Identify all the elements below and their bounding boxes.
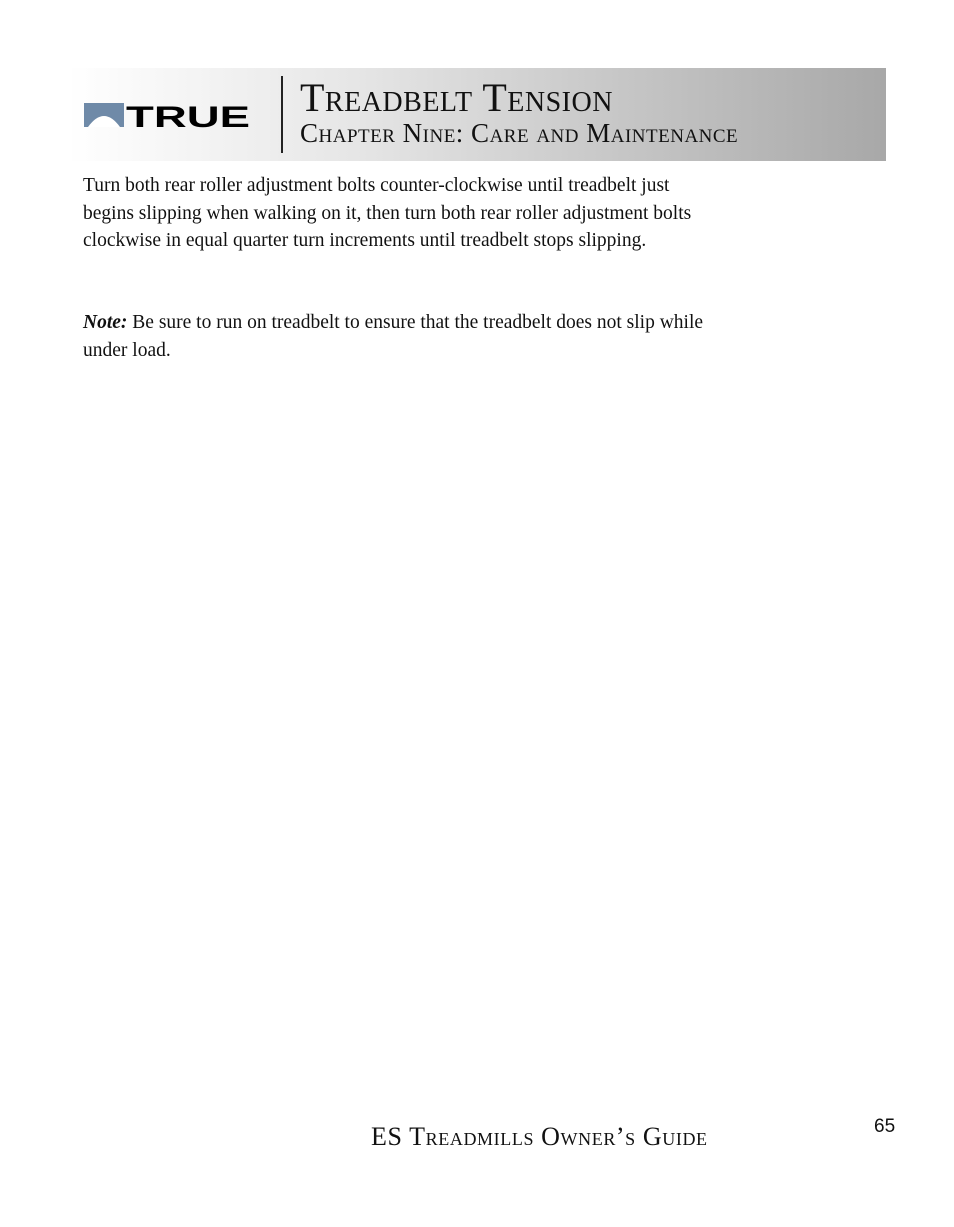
instruction-paragraph: Turn both rear roller adjustment bolts counter-clockwise until treadbelt just begins slipping when walking on it, then turn both rear roller adjustment bolts clockwise in equal quarter turn increments until treadbelt stops slipping. bbox=[83, 175, 692, 251]
guide-title: ES Treadmills Owner’s Guide bbox=[371, 1122, 708, 1151]
note-paragraph bbox=[83, 309, 723, 364]
note-label: Note: bbox=[83, 312, 128, 333]
svg-text:TRUE: TRUE bbox=[126, 103, 250, 129]
page-number: 65 bbox=[874, 1116, 896, 1137]
note-text: Be sure to run on treadbelt to ensure that the treadbelt does not slip while under load. bbox=[83, 312, 704, 361]
page-title: Treadbelt Tension bbox=[300, 75, 613, 120]
header-divider bbox=[281, 76, 283, 153]
chapter-subtitle: Chapter Nine: Care and Maintenance bbox=[300, 118, 739, 148]
true-logo bbox=[84, 103, 254, 129]
